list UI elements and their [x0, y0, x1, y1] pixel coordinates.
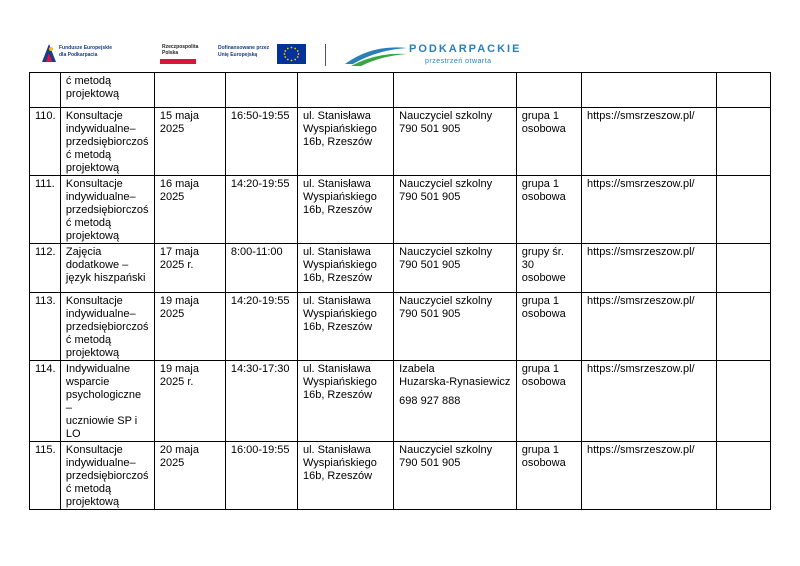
cell-extra	[717, 442, 771, 510]
cell-person-line: 790 501 905	[399, 191, 461, 203]
cell-date-line: 19 maja	[159, 363, 199, 375]
cell-title-line: przedsiębiorczoś	[65, 321, 149, 333]
cell-title	[60, 293, 154, 361]
cell-place	[297, 361, 393, 442]
cell-place-line: Wyspiańskiego	[302, 457, 377, 469]
cell-person	[394, 361, 517, 442]
cell-group	[516, 176, 581, 244]
cell-title-line: ć metodą	[65, 483, 112, 495]
table-row-continued	[30, 73, 771, 108]
cell-group-line: grupa 1	[521, 178, 560, 190]
cell-place-line: ul. Stanisława	[302, 246, 371, 258]
cell-url[interactable]: https://smsrzeszow.pl/	[581, 442, 716, 510]
cell-title-line: przedsiębiorczoś	[65, 136, 149, 148]
cell-title-line: ć metodą	[65, 149, 112, 161]
cell-person-line: 790 501 905	[399, 457, 461, 469]
cell-date-line: 17 maja	[159, 246, 199, 258]
cell-no: 110.	[30, 108, 61, 176]
rp-logo-line-1: Rzeczpospolita	[162, 44, 199, 50]
cell-url[interactable]: https://smsrzeszow.pl/	[581, 244, 716, 293]
cell-no: 111.	[30, 176, 61, 244]
fe-logo-line-2: dla Podkarpacia	[59, 52, 98, 58]
cell-place-line: Wyspiańskiego	[302, 123, 377, 135]
cell-date-line: 2025	[159, 308, 185, 320]
cell-title-line: Konsultacje	[65, 110, 123, 122]
cell-person-line: 790 501 905	[399, 123, 461, 135]
cell-title-line: język hiszpański	[65, 272, 146, 284]
cell-person-line: Nauczyciel szkolny	[399, 178, 493, 190]
polish-flag-icon	[160, 56, 196, 64]
cell-date	[154, 361, 225, 442]
table-row	[30, 108, 771, 176]
cell-time: 16:00-19:55	[225, 442, 297, 510]
cell-group-line: osobowa	[521, 191, 566, 203]
cell-extra	[717, 293, 771, 361]
cell-title-line: projektową	[65, 230, 120, 242]
cell-time: 14:20-19:55	[225, 176, 297, 244]
cell-title-line: psychologiczne –	[65, 389, 142, 414]
cell-date	[154, 108, 225, 176]
cell-no: 113.	[30, 293, 61, 361]
cell-date-line: 15 maja	[159, 110, 199, 122]
region-name: PODKARPACKIE	[409, 43, 522, 55]
cell-date-line: 2025	[159, 457, 185, 469]
cell-title-line: LO	[65, 428, 81, 440]
cell-time: 8:00-11:00	[225, 244, 297, 293]
cell-place-line: 16b, Rzeszów	[302, 136, 373, 148]
cell-person-line: 790 501 905	[399, 308, 461, 320]
cell-title-line: wsparcie	[65, 376, 110, 388]
cell-url	[581, 73, 716, 108]
cell-person	[394, 442, 517, 510]
cell-place-line: Wyspiańskiego	[302, 259, 377, 271]
cell-person-line: Nauczyciel szkolny	[399, 295, 493, 307]
podkarpackie-logo	[343, 40, 522, 70]
cell-extra	[717, 361, 771, 442]
eu-funding-logo	[218, 42, 308, 68]
cell-extra	[717, 108, 771, 176]
fe-logo-line-1: Fundusze Europejskie	[59, 45, 113, 51]
logo-bar	[0, 0, 800, 72]
cell-url[interactable]: https://smsrzeszow.pl/	[581, 108, 716, 176]
cell-time: 14:30-17:30	[225, 361, 297, 442]
cell-group-line: osobowa	[521, 308, 566, 320]
cell-time: 16:50-19:55	[225, 108, 297, 176]
cell-url[interactable]: https://smsrzeszow.pl/	[581, 176, 716, 244]
cell-date-line: 2025	[159, 191, 185, 203]
cell-person	[394, 244, 517, 293]
cell-date	[154, 293, 225, 361]
cell-place-line: Wyspiańskiego	[302, 308, 377, 320]
cell-place-line: 16b, Rzeszów	[302, 389, 373, 401]
cell-title-line: indywidualne–	[65, 123, 136, 135]
table-row	[30, 176, 771, 244]
podkarpackie-hills-icon	[343, 42, 409, 68]
cell-group-line: grupa 1	[521, 444, 560, 456]
cell-group-line: osobowa	[521, 457, 566, 469]
cell-no	[30, 73, 61, 108]
cell-no: 112.	[30, 244, 61, 293]
cell-no: 114.	[30, 361, 61, 442]
cell-group-line: grupa 1	[521, 110, 560, 122]
table-row	[30, 361, 771, 442]
cell-title-line: indywidualne–	[65, 308, 136, 320]
cell-group	[516, 361, 581, 442]
cell-title-line: indywidualne–	[65, 457, 136, 469]
table-row	[30, 244, 771, 293]
fe-star-icon	[40, 42, 58, 64]
eu-flag-icon	[277, 44, 306, 64]
cell-person-line: Huzarska-Rynasiewicz	[399, 376, 511, 388]
logo-divider	[325, 44, 326, 66]
cell-group-line: osobowa	[521, 123, 566, 135]
cell-date-line: 2025	[159, 123, 185, 135]
schedule-table	[29, 72, 771, 510]
cell-place-line: 16b, Rzeszów	[302, 272, 373, 284]
cell-title	[60, 176, 154, 244]
cell-place	[297, 176, 393, 244]
cell-title-line: Konsultacje	[65, 178, 123, 190]
table-row	[30, 442, 771, 510]
cell-title	[60, 361, 154, 442]
cell-title-line: uczniowie SP i	[65, 415, 138, 427]
cell-date-line: 19 maja	[159, 295, 199, 307]
cell-group-line: grupa 1	[521, 295, 560, 307]
cell-title-line: projektową	[65, 162, 120, 174]
cell-person-line: Izabela	[399, 363, 435, 375]
cell-group	[516, 293, 581, 361]
cell-place-line: ul. Stanisława	[302, 363, 371, 375]
cell-title-line: indywidualne–	[65, 191, 136, 203]
cell-place	[297, 73, 393, 108]
cell-place-line: ul. Stanisława	[302, 295, 371, 307]
cell-date	[154, 442, 225, 510]
cell-extra	[717, 244, 771, 293]
cell-date	[154, 73, 225, 108]
cell-date-line: 2025 r.	[159, 259, 194, 271]
cell-title-line: przedsiębiorczoś	[65, 470, 149, 482]
cell-person-line: Nauczyciel szkolny	[399, 444, 493, 456]
fundusze-europejskie-logo	[40, 42, 160, 66]
rp-logo-line-2: Polska	[162, 50, 179, 56]
rzeczpospolita-polska-logo	[160, 42, 220, 68]
region-tagline: przestrzeń otwarta	[425, 58, 492, 65]
cell-person-line: 698 927 888	[399, 395, 461, 407]
cell-time	[225, 73, 297, 108]
cell-person-line: 790 501 905	[399, 259, 461, 271]
cell-extra	[717, 73, 771, 108]
cell-title	[60, 73, 154, 108]
cell-group	[516, 442, 581, 510]
cell-title-line: projektową	[65, 347, 120, 359]
cell-group	[516, 244, 581, 293]
cell-title-line: Konsultacje	[65, 444, 123, 456]
cell-group	[516, 73, 581, 108]
cell-place-line: ul. Stanisława	[302, 110, 371, 122]
cell-person	[394, 108, 517, 176]
cell-title-line: dodatkowe –	[65, 259, 129, 271]
cell-title	[60, 108, 154, 176]
cell-person	[394, 293, 517, 361]
table-row	[30, 293, 771, 361]
cell-title-line: Konsultacje	[65, 295, 123, 307]
cell-title	[60, 442, 154, 510]
cell-title-line: projektową	[65, 496, 120, 508]
cell-title-line: ć metodą	[65, 217, 112, 229]
cell-no: 115.	[30, 442, 61, 510]
cell-person	[394, 176, 517, 244]
cell-group-line: grupa 1	[521, 363, 560, 375]
cell-title-line: przedsiębiorczoś	[65, 204, 149, 216]
title-line: ć metodą	[65, 75, 112, 87]
cell-place	[297, 293, 393, 361]
cell-group-line: osobowe	[521, 272, 566, 284]
eu-logo-line-1: Dofinansowane przez	[218, 45, 270, 51]
cell-place-line: ul. Stanisława	[302, 444, 371, 456]
cell-url[interactable]: https://smsrzeszow.pl/	[581, 361, 716, 442]
cell-place-line: Wyspiańskiego	[302, 376, 377, 388]
cell-date	[154, 176, 225, 244]
cell-title-line: ć metodą	[65, 334, 112, 346]
cell-place	[297, 442, 393, 510]
cell-group	[516, 108, 581, 176]
cell-group-line: grupy śr. 30	[521, 246, 564, 271]
cell-person-line: Nauczyciel szkolny	[399, 110, 493, 122]
eu-logo-line-2: Unię Europejską	[218, 52, 258, 58]
cell-place-line: 16b, Rzeszów	[302, 321, 373, 333]
cell-place	[297, 244, 393, 293]
cell-date	[154, 244, 225, 293]
cell-extra	[717, 176, 771, 244]
cell-place-line: Wyspiańskiego	[302, 191, 377, 203]
cell-time: 14:20-19:55	[225, 293, 297, 361]
cell-group-line: osobowa	[521, 376, 566, 388]
cell-place	[297, 108, 393, 176]
cell-title	[60, 244, 154, 293]
cell-title-line: Indywidualne	[65, 363, 131, 375]
cell-place-line: 16b, Rzeszów	[302, 204, 373, 216]
title-line: projektową	[65, 88, 120, 100]
cell-date-line: 16 maja	[159, 178, 199, 190]
cell-place-line: ul. Stanisława	[302, 178, 371, 190]
cell-place-line: 16b, Rzeszów	[302, 470, 373, 482]
cell-url[interactable]: https://smsrzeszow.pl/	[581, 293, 716, 361]
cell-date-line: 2025 r.	[159, 376, 194, 388]
cell-date-line: 20 maja	[159, 444, 199, 456]
cell-person-line: Nauczyciel szkolny	[399, 246, 493, 258]
cell-person	[394, 73, 517, 108]
cell-title-line: Zajęcia	[65, 246, 102, 258]
